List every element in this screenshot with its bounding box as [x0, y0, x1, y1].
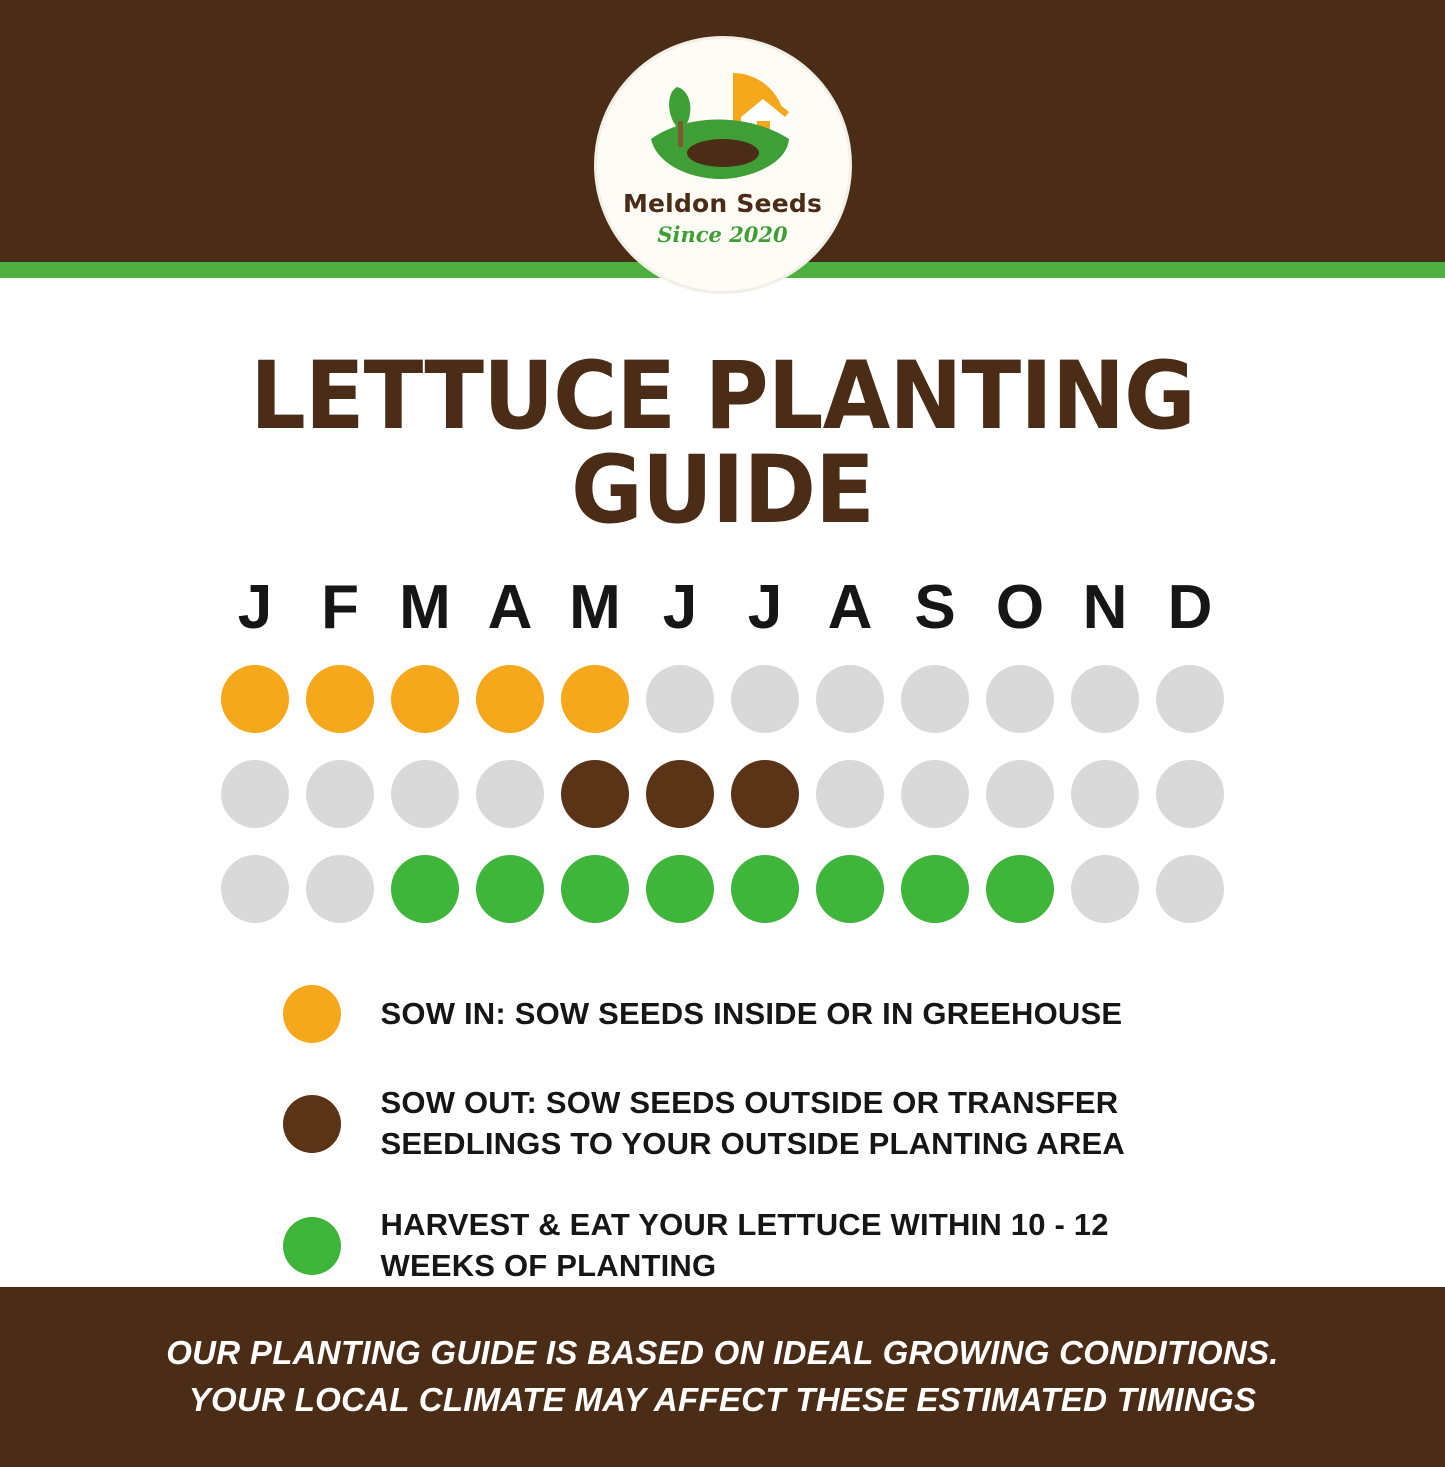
month-dot: [391, 855, 459, 923]
month-dot: [1156, 855, 1224, 923]
calendar-cell: [468, 855, 553, 923]
month-dot: [816, 665, 884, 733]
month-dot: [816, 855, 884, 923]
month-label: D: [1167, 573, 1213, 642]
calendar-cell: [893, 665, 978, 733]
brand-tagline: Since 2020: [657, 222, 788, 247]
calendar-cell: [298, 760, 383, 828]
brand-name: Meldon Seeds: [622, 189, 823, 218]
main-content: [0, 278, 1445, 1287]
month-dot: [1071, 855, 1139, 923]
month-dot: [221, 665, 289, 733]
legend-item-sow-out: [283, 1083, 1163, 1165]
calendar-cell: [978, 665, 1063, 733]
calendar-cell: [383, 855, 468, 923]
month-dot: [816, 760, 884, 828]
calendar-cell: [213, 665, 298, 733]
calendar-cell: [1148, 855, 1233, 923]
legend-item-sow-in: [283, 985, 1163, 1043]
legend-label: HARVEST & EAT YOUR LETTUCE WITHIN 10 - 12 WEEKS OF PLANTING: [380, 1206, 1109, 1283]
calendar-cell: [638, 760, 723, 828]
month-dot: [561, 855, 629, 923]
calendar-cell: [978, 855, 1063, 923]
calendar-cell: [1063, 855, 1148, 923]
planting-calendar-grid: [40, 665, 1405, 923]
page-title: LETTUCE PLANTING GUIDE: [250, 342, 1195, 545]
calendar-row-sow-in: [213, 665, 1233, 733]
month-dot: [731, 855, 799, 923]
footer-line-2: YOUR LOCAL CLIMATE MAY AFFECT THESE ESTIMATED TIMINGS: [188, 1380, 1257, 1418]
month-dot: [901, 855, 969, 923]
calendar-cell: [1148, 760, 1233, 828]
calendar-cell: [298, 855, 383, 923]
month-dot: [1071, 665, 1139, 733]
calendar-cell: [1063, 665, 1148, 733]
calendar-row-sow-out: [213, 760, 1233, 828]
month-dot: [646, 760, 714, 828]
month-dot: [986, 665, 1054, 733]
month-dot: [476, 760, 544, 828]
month-label: J: [237, 573, 273, 642]
brand-logo-badge: [594, 36, 852, 294]
calendar-cell: [383, 760, 468, 828]
month-dot: [221, 760, 289, 828]
calendar-cell: [723, 855, 808, 923]
month-dot: [731, 665, 799, 733]
month-dot: [561, 665, 629, 733]
calendar-cell: [638, 855, 723, 923]
month-dot: [646, 855, 714, 923]
month-dot: [901, 760, 969, 828]
month-label: N: [1082, 573, 1128, 642]
calendar-cell: [468, 665, 553, 733]
month-label: O: [995, 573, 1045, 642]
month-dot: [986, 760, 1054, 828]
header-band: [0, 0, 1445, 262]
calendar-cell: [383, 665, 468, 733]
legend-label: SOW OUT: SOW SEEDS OUTSIDE OR TRANSFER SEEDLINGS TO YOUR OUTSIDE PLANTING AREA: [380, 1085, 1125, 1161]
month-label: S: [914, 573, 956, 642]
month-label: A: [487, 573, 533, 642]
month-dot: [986, 855, 1054, 923]
calendar-cell: [1148, 665, 1233, 733]
calendar-cell: [298, 665, 383, 733]
calendar-cell: [808, 855, 893, 923]
calendar-cell: [213, 760, 298, 828]
farm-house-logo-icon: [637, 65, 809, 183]
calendar-cell: [808, 760, 893, 828]
calendar-cell: [893, 760, 978, 828]
calendar-cell: [468, 760, 553, 828]
month-dot: [561, 760, 629, 828]
month-dot: [391, 760, 459, 828]
month-dot: [731, 760, 799, 828]
calendar-cell: [808, 665, 893, 733]
calendar-cell: [723, 760, 808, 828]
footer-disclaimer: [0, 1287, 1445, 1467]
legend-dot-icon: [283, 985, 341, 1043]
legend-label: SOW IN: SOW SEEDS INSIDE OR IN GREEHOUSE: [380, 995, 1123, 1031]
month-dot: [476, 665, 544, 733]
month-labels-row: [40, 572, 1405, 643]
month-label: M: [569, 573, 621, 642]
calendar-cell: [553, 760, 638, 828]
calendar-row-harvest: [213, 855, 1233, 923]
legend-dot-icon: [283, 1217, 341, 1275]
month-dot: [1156, 760, 1224, 828]
calendar-cell: [893, 855, 978, 923]
month-label: J: [662, 573, 698, 642]
month-label: J: [747, 573, 783, 642]
calendar-cell: [213, 855, 298, 923]
month-label: M: [399, 573, 451, 642]
month-dot: [901, 665, 969, 733]
calendar-cell: [553, 855, 638, 923]
month-dot: [646, 665, 714, 733]
month-label: F: [321, 573, 359, 642]
month-dot: [391, 665, 459, 733]
month-dot: [306, 760, 374, 828]
calendar-cell: [1063, 760, 1148, 828]
legend: [283, 985, 1163, 1287]
legend-dot-icon: [283, 1095, 341, 1153]
month-dot: [306, 855, 374, 923]
month-dot: [221, 855, 289, 923]
legend-item-harvest: [283, 1205, 1163, 1287]
footer-line-1: OUR PLANTING GUIDE IS BASED ON IDEAL GROWING CONDITIONS.: [166, 1333, 1279, 1371]
calendar-cell: [638, 665, 723, 733]
month-label: A: [827, 573, 873, 642]
calendar-cell: [723, 665, 808, 733]
month-dot: [1156, 665, 1224, 733]
calendar-cell: [553, 665, 638, 733]
calendar-cell: [978, 760, 1063, 828]
month-dot: [306, 665, 374, 733]
month-dot: [476, 855, 544, 923]
month-dot: [1071, 760, 1139, 828]
